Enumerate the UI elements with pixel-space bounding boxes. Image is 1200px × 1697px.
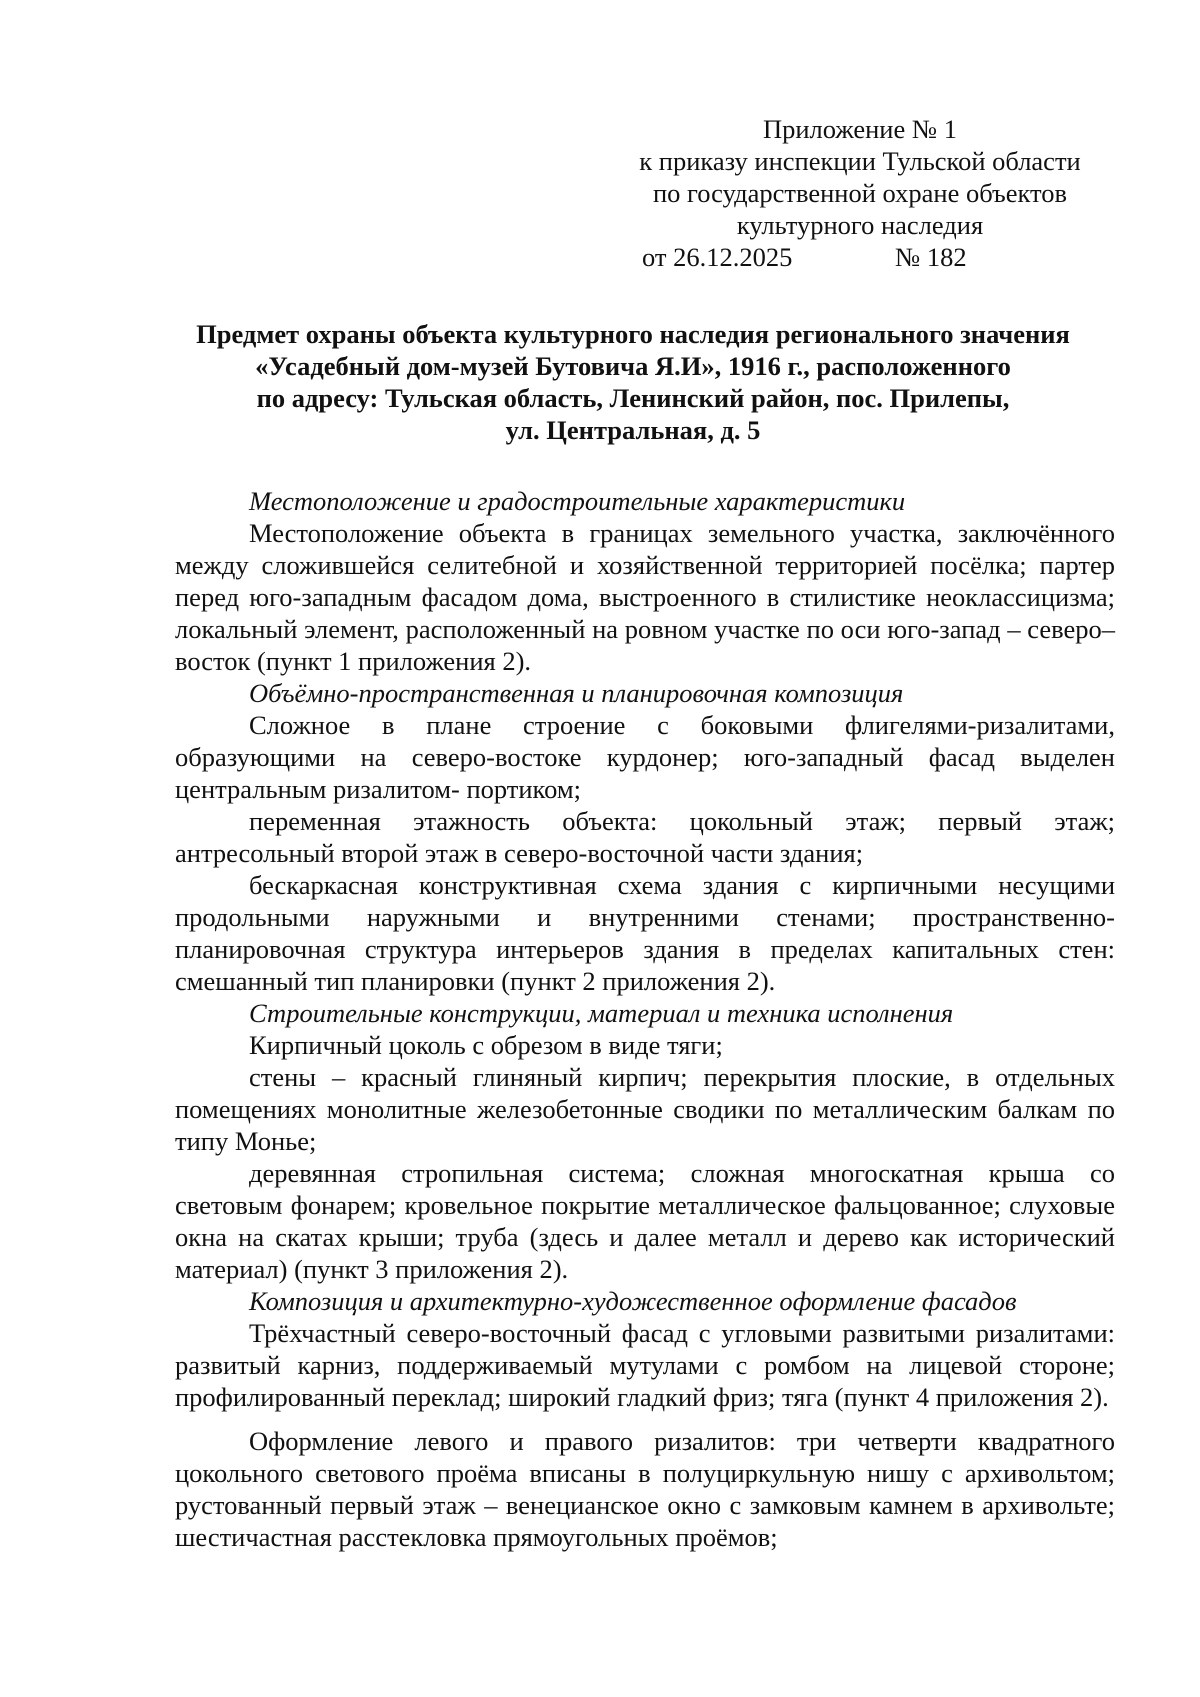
appendix-authority: по государственной охране объектов: [652, 178, 1068, 208]
section-heading-composition: Объёмно-пространственная и планировочная композиция: [249, 678, 904, 708]
appendix-order-ref: к приказу инспекции Тульской области: [639, 146, 1081, 176]
paragraph: деревянная стропильная система; сложная многоскатная крыша со световым фонарем; кровельное покрытие металлическое фальцованное; слуховые окна на скатах крыши; труба (здесь и далее металл и дерево как исторический материал) (пункт 3 приложения 2).: [175, 1158, 1115, 1284]
appendix-header: [610, 113, 1110, 273]
paragraph: бескаркасная конструктивная схема здания с кирпичными несущими продольными наружными и внутренними стенами; пространственно-планировочная структура интерьеров здания в пределах капитальных стен: смешанный тип планировки (пункт 2 приложения 2).: [175, 870, 1115, 996]
section-heading-construction: Строительные конструкции, материал и техника исполнения: [249, 998, 954, 1028]
paragraph: Сложное в плане строение с боковыми флигелями-ризалитами, образующими на северо-востоке курдонер; юго-западный фасад выделен центральным ризалитом- портиком;: [175, 710, 1115, 804]
title-line-2: «Усадебный дом-музей Бутовича Я.И», 1916 г., расположенного: [255, 351, 1011, 381]
appendix-number: Приложение № 1: [762, 114, 957, 144]
document-title: [150, 318, 1116, 446]
order-number: № 182: [895, 242, 967, 272]
document-body: [175, 485, 1115, 1553]
section-heading-facades: Композиция и архитектурно-художественное оформление фасадов: [249, 1286, 1017, 1316]
order-date: от 26.12.2025: [642, 242, 793, 272]
paragraph: переменная этажность объекта: цокольный этаж; первый этаж; антресольный второй этаж в северо-восточной части здания;: [175, 806, 1115, 868]
title-line-3: по адресу: Тульская область, Ленинский район, пос. Прилепы,: [256, 383, 1010, 413]
title-line-4: ул. Центральная, д. 5: [505, 415, 761, 445]
paragraph: стены – красный глиняный кирпич; перекрытия плоские, в отдельных помещениях монолитные железобетонные сводики по металлическим балкам по типу Монье;: [175, 1062, 1115, 1156]
title-line-1: Предмет охраны объекта культурного наследия регионального значения: [196, 319, 1070, 349]
paragraph: Кирпичный цоколь с обрезом в виде тяги;: [249, 1030, 723, 1060]
paragraph: Трёхчастный северо-восточный фасад с угловыми развитыми ризалитами: развитый карниз, поддерживаемый мутулами с ромбом на лицевой стороне; профилированный переклад; широкий гладкий фриз; тяга (пункт 4 приложения 2).: [175, 1318, 1115, 1412]
paragraph: Местоположение объекта в границах земельного участка, заключённого между сложившейся селитебной и хозяйственной территорией посёлка; партер перед юго-западным фасадом дома, выстроенного в стилистике неоклассицизма; локальный элемент, расположенный на ровном участке по оси юго-запад – северо–восток (пункт 1 приложения 2).: [175, 518, 1115, 676]
section-heading-location: Местоположение и градостроительные характеристики: [249, 486, 906, 516]
paragraph: Оформление левого и правого ризалитов: три четверти квадратного цокольного светового проёма вписаны в полуциркульную нишу с архивольтом; рустованный первый этаж – венецианское окно с замковым камнем в архивольте; шестичастная расстекловка прямоугольных проёмов;: [175, 1426, 1115, 1552]
appendix-authority-cont: культурного наследия: [736, 210, 984, 240]
appendix-date-row: [610, 241, 1110, 273]
